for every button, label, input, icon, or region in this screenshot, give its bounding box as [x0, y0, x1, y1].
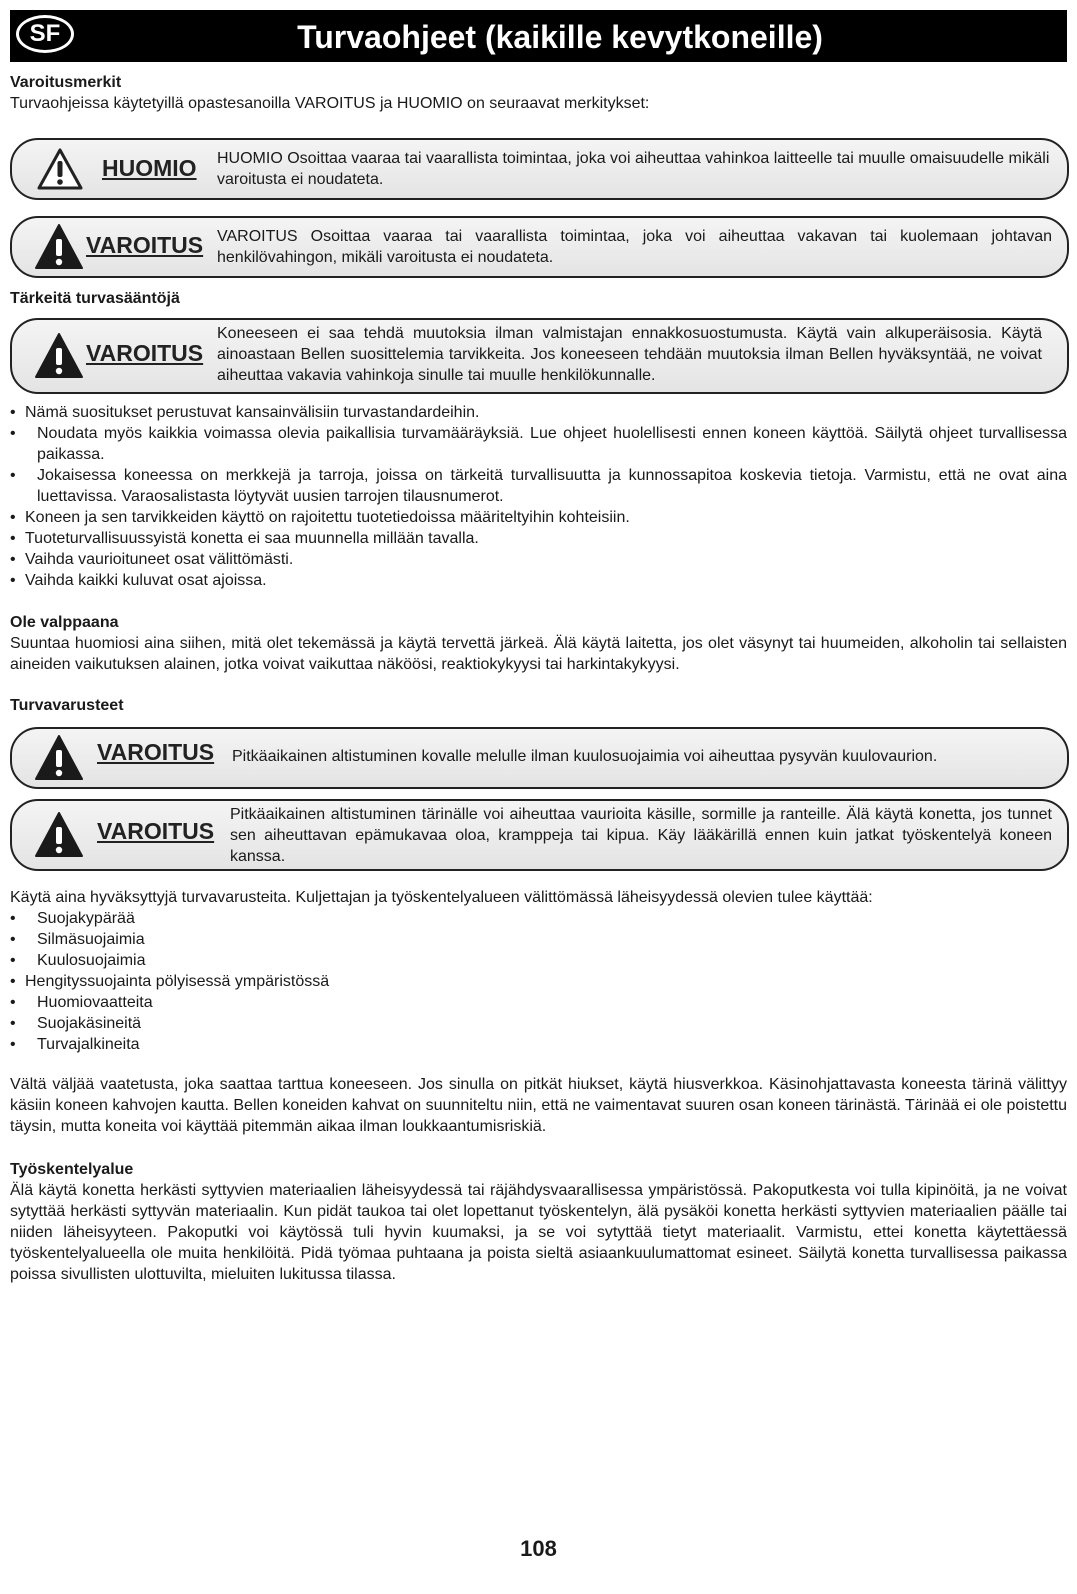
varoitus-label: VAROITUS: [97, 739, 215, 765]
language-badge: SF: [16, 15, 74, 53]
list-item: • Kuulosuojaimia: [10, 950, 1067, 971]
list-item: • Turvajalkineita: [10, 1034, 1067, 1055]
page-title: Turvaohjeet (kaikille kevytkoneille): [297, 19, 823, 55]
list-item: • Vaihda vaurioituneet osat välittömästi.: [10, 549, 1067, 570]
page-header: [10, 10, 1067, 62]
modification-warning-text: Koneeseen ei saa tehdä muutoksia ilman valmistajan ennakkosuostumusta. Käytä vain alkuperäisosia. Käytä ainoastaan Bellen suosittelemia tarvikkeita. Jos koneeseen tehdään muutoksia ilman Bellen hyväksyntää, ne voivat aiheuttaa vakavia vahinkoja sinulle tai muulle henkilökunnalle.: [217, 325, 1042, 384]
varoitus-label: VAROITUS: [86, 340, 204, 366]
varoitus-label: VAROITUS: [97, 818, 215, 844]
list-item: • Vaihda kaikki kuluvat osat ajoissa.: [10, 570, 1067, 591]
ppe-intro: Käytä aina hyväksyttyjä turvavarusteita. Kuljettajan ja työskentelyalueen välittömässä läheisyydessä olevien tulee käyttää:: [10, 889, 873, 906]
vibration-warning-text: Pitkäaikainen altistuminen tärinälle voi aiheuttaa vaurioita käsille, sormille ja ranteille. Älä käytä konetta, jos tunnet sen aiheuttavan epämukavaa oloa, kramppeja tai kipua. Käy lääkärillä ennen kuin jatkat työskentelyä koneen kanssa.: [230, 806, 1052, 865]
caution-triangle-icon: [36, 146, 84, 192]
turvavarusteet-heading: Turvavarusteet: [10, 697, 124, 714]
tarkeita-heading: Tärkeitä turvasääntöjä: [10, 290, 180, 307]
warning-triangle-icon: [34, 810, 84, 860]
warning-triangle-icon: [34, 733, 84, 783]
section-heading: Varoitusmerkit: [10, 74, 122, 91]
modification-warning-box: [10, 318, 1069, 394]
section-text: Suuntaa huomiosi aina siihen, mitä olet tekemässä ja käytä tervettä järkeä. Älä käytä laitetta, jos olet väsynyt tai huumeiden, alkoholin tai sellaisten aineiden vaikutuksen alainen, jotka voivat vaikuttaa näköösi, reaktiokykyysi tai harkintakykyysi.: [10, 635, 1067, 673]
vibration-warning-box: [10, 799, 1069, 871]
list-item: • Hengityssuojainta pölyisessä ympäristössä: [10, 971, 1067, 992]
section-text: Älä käytä konetta herkästi syttyvien materiaalien läheisyydessä tai räjähdysvaarallisessa ympäristössä. Pakoputkesta voi tulla kipinöitä, ja ne voivat sytyttää herkästi syttyvän materiaalin. Kun pidät taukoa tai olet lopettanut työskentelyn, älä pysäköi konetta herkästi syttyvien materiaalien päälle tai niiden läheisyyteen. Pakoputki voi käytössä tuli hyvin kuumaksi, ja se voi sytyttää tietyt materiaalit. Varmistu, ettei konetta käytettäessä työskentelyalueella ole muita henkilöitä. Pidä työmaa puhtaana ja poista sieltä asiaankuulumattomat esineet. Säilytä konetta turvallisessa paikassa poissa sivullisten ulottuvilta, mieluiten lukitussa tilassa.: [10, 1182, 1067, 1283]
safety-rules-list: [10, 402, 1067, 591]
list-item: • Huomiovaatteita: [10, 992, 1067, 1013]
list-item: • Koneen ja sen tarvikkeiden käyttö on rajoitettu tuotetiedoissa määriteltyihin kohteisiin.: [10, 507, 1067, 528]
section-tyoskentelyalue: [10, 1159, 1067, 1285]
huomio-box: [10, 138, 1069, 200]
list-item: • Jokaisessa koneessa on merkkejä ja tarroja, joissa on tärkeitä turvallisuutta ja kunnossapitoa koskevia tietoja. Varmistu, että ne ovat aina luettavissa. Varaosalistasta löytyvät uusien tarrojen tilausnumerot.: [10, 465, 1067, 507]
list-item: • Suojakypärää: [10, 908, 1067, 929]
section-heading: Ole valppaana: [10, 614, 119, 631]
huomio-text: HUOMIO Osoittaa vaaraa tai vaarallista toimintaa, joka voi aiheuttaa vahinkoa laitteelle tai muulle omaisuudelle mikäli varoitusta ei noudateta.: [217, 150, 1050, 188]
ppe-section: [10, 887, 1067, 1055]
list-item: • Noudata myös kaikkia voimassa olevia paikallisia turvamääräyksiä. Lue ohjeet huolellisesti ennen koneen käyttöä. Säilytä ohjeet turvallisessa paikassa.: [10, 423, 1067, 465]
warning-triangle-icon: [34, 331, 84, 381]
varoitus-text: VAROITUS Osoittaa vaaraa tai vaarallista toimintaa, joka voi aiheuttaa vakavan tai kuolemaan johtavan henkilövahingon, mikäli varoitusta ei noudateta.: [217, 228, 1052, 266]
section-intro: Turvaohjeissa käytetyillä opastesanoilla VAROITUS ja HUOMIO on seuraavat merkitykset:: [10, 95, 650, 112]
list-item: • Nämä suositukset perustuvat kansainvälisiin turvastandardeihin.: [10, 402, 1067, 423]
list-item: • Suojakäsineitä: [10, 1013, 1067, 1034]
section-valppaana: [10, 612, 1067, 675]
page-number: 108: [520, 1536, 557, 1561]
huomio-label: HUOMIO: [102, 155, 197, 181]
section-heading: Työskentelyalue: [10, 1161, 134, 1178]
noise-warning-text: Pitkäaikainen altistuminen kovalle melulle ilman kuulosuojaimia voi aiheuttaa pysyvän kuulovaurion.: [232, 748, 938, 765]
varoitus-definition-box: [10, 216, 1069, 278]
warning-triangle-icon: [34, 222, 84, 272]
vibration-info-text: Vältä väljää vaatetusta, joka saattaa tarttua koneeseen. Jos sinulla on pitkät hiukset, käytä hiusverkkoa. Käsinohjattavasta koneesta tärinä välittyy käsiin koneen kahvojen kautta. Bellen koneiden kahvat on suunniteltu niin, että ne vaimentavat suuren osan koneen tärinästä. Tärinää ei ole poistettu täysin, mutta koneita voi käyttää pitemmän aikaa ilman loukkaantumisriskiä.: [10, 1076, 1067, 1135]
section-varoitusmerkit: [10, 72, 1067, 114]
noise-warning-box: [10, 727, 1069, 789]
list-item: • Silmäsuojaimia: [10, 929, 1067, 950]
varoitus-label: VAROITUS: [86, 232, 204, 258]
list-item: • Tuoteturvallisuussyistä konetta ei saa muunnella millään tavalla.: [10, 528, 1067, 549]
